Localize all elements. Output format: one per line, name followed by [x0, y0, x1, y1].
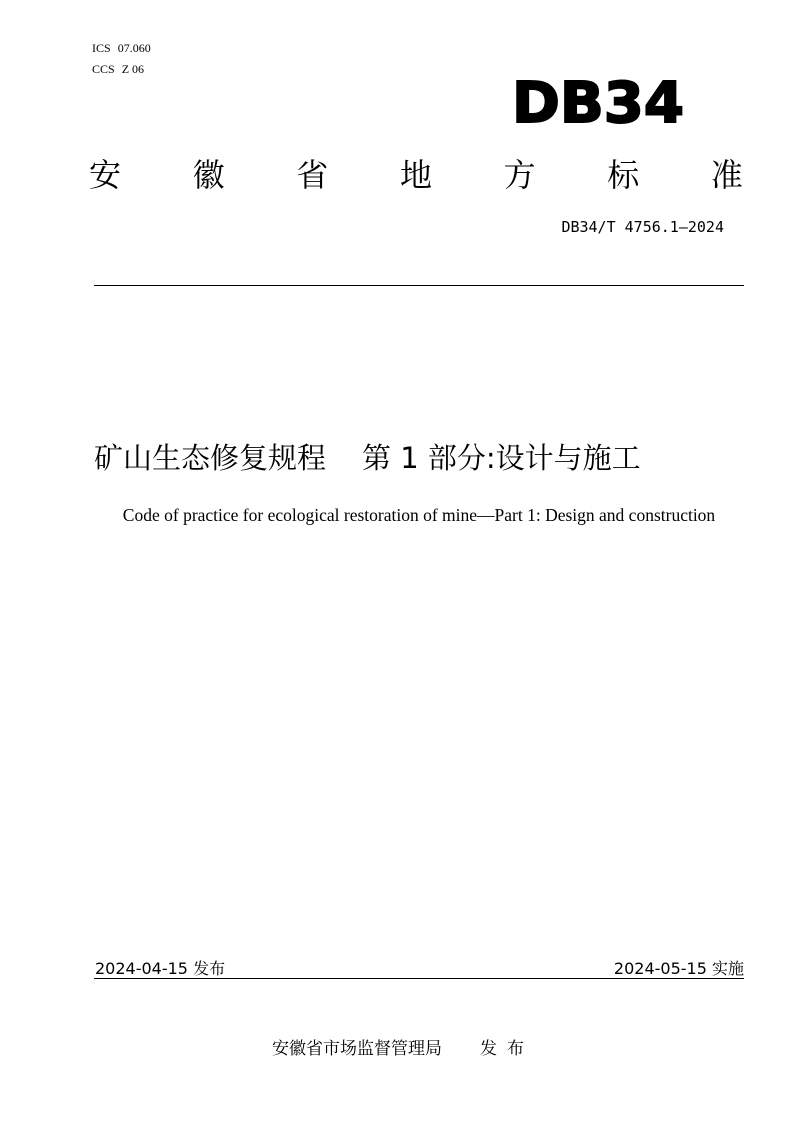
classification-codes: [92, 38, 151, 80]
province-char: 徽: [192, 156, 225, 194]
issue-date-block: [95, 956, 225, 979]
province-char: 省: [296, 156, 329, 194]
ccs-line: [92, 59, 151, 80]
implement-date: 2024-05-15: [613, 959, 707, 978]
issuer-action-1: 发: [480, 1039, 497, 1059]
ics-line: [92, 38, 151, 59]
chinese-title: [94, 436, 746, 477]
province-char: 方: [503, 156, 536, 194]
db34-logo: [510, 68, 690, 132]
bottom-divider: [94, 978, 744, 979]
province-char: 准: [710, 156, 743, 194]
issuer-name: 安徽省市场监督管理局: [272, 1039, 442, 1059]
top-divider: [94, 285, 744, 286]
issuer-action-2: 布: [507, 1039, 524, 1059]
ics-label: ICS: [92, 41, 111, 55]
english-title: Code of practice for ecological restoration of mine—Part 1: Design and construction: [122, 505, 716, 525]
province-char: 地: [399, 156, 432, 194]
title-main: 矿山生态修复规程: [94, 441, 327, 475]
ccs-code: Z 06: [121, 62, 145, 76]
province-standard-title: [88, 150, 744, 196]
standard-number: DB34/T 4756.1—2024: [561, 218, 724, 236]
ics-code: 07.060: [117, 41, 151, 55]
province-char: 标: [607, 156, 640, 194]
logo-text: DB34: [512, 71, 684, 132]
province-char: 安: [88, 156, 121, 194]
title-part: 第 1 部分:设计与施工: [362, 441, 641, 475]
implement-label: 实施: [711, 959, 744, 978]
issue-date: 2024-04-15: [95, 959, 188, 978]
issuer-line: [272, 1034, 524, 1059]
ccs-label: CCS: [92, 62, 115, 76]
implement-date-block: [614, 956, 744, 979]
issue-label: 发布: [193, 959, 226, 978]
